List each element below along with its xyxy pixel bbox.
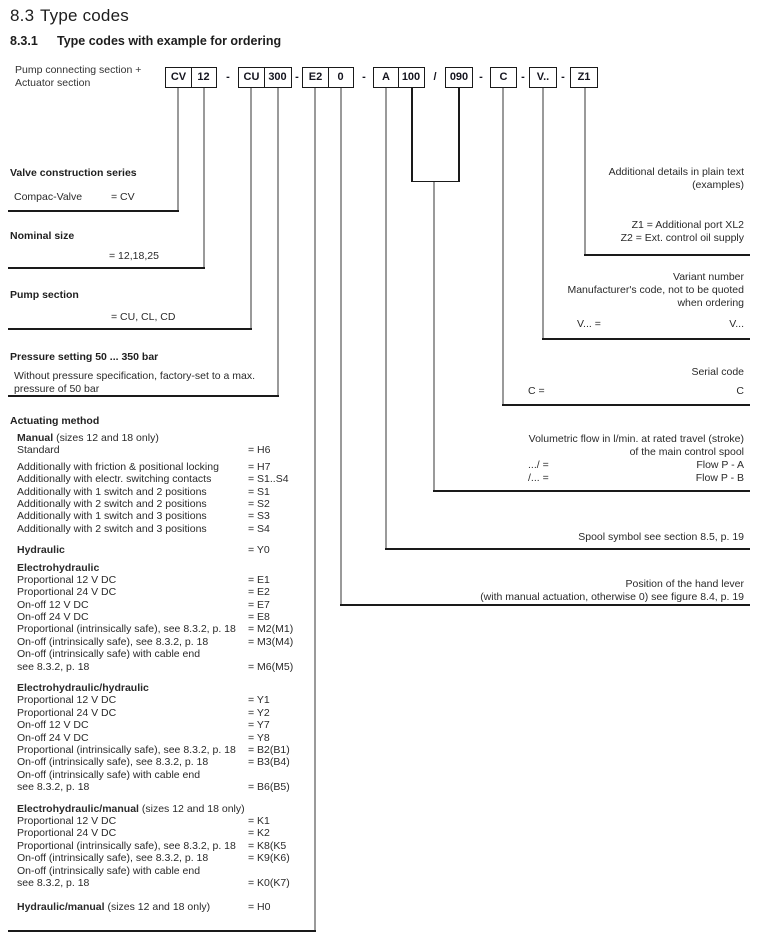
- actuating-row: [17, 781, 327, 793]
- actuating-row-code: = Y1: [248, 694, 270, 707]
- right-section-line: (with manual actuation, otherwise 0) see figure 8.4, p. 19: [480, 591, 744, 603]
- actuating-method-title: Actuating method: [10, 415, 100, 427]
- code-box-group-v..: [529, 67, 557, 88]
- code-box-z1: Z1: [570, 67, 598, 88]
- actuating-row: [17, 840, 327, 852]
- actuating-row-label: Proportional (intrinsically safe), see 8.3.2, p. 18: [17, 839, 236, 852]
- actuating-row-label: (sizes 12 and 18 only): [138, 802, 245, 815]
- actuating-row: [17, 707, 327, 719]
- right-section-line: Variant number: [672, 271, 744, 283]
- right-section-volumetric-flow-code: .../ =: [528, 459, 549, 471]
- actuating-row-label: On-off 24 V DC: [17, 611, 89, 624]
- actuating-row-label: (sizes 12 and 18 only): [104, 901, 211, 914]
- right-section-line: Additional details in plain text: [608, 166, 744, 178]
- section-underline: [8, 267, 205, 269]
- actuating-row-code: = B6(B5): [248, 781, 290, 794]
- actuating-row: [17, 769, 327, 781]
- actuating-row: [17, 865, 327, 877]
- actuating-row-label: On-off 12 V DC: [17, 719, 89, 732]
- code-box-group-090: [445, 67, 473, 88]
- actuating-row-label-bold: Hydraulic/manual: [17, 901, 105, 914]
- nominal-size-value: = 12,18,25: [109, 250, 159, 262]
- right-section-line: Position of the hand lever: [625, 578, 744, 590]
- code-box-300: 300: [264, 67, 292, 88]
- actuating-row-code: = H7: [248, 460, 271, 473]
- actuating-row: [17, 901, 327, 913]
- actuating-row-label: Proportional 24 V DC: [17, 586, 117, 599]
- code-box-group-a-100: [373, 67, 425, 88]
- right-section-serial-code-code: C =: [528, 385, 545, 397]
- connector-line-vertical: [340, 88, 342, 606]
- actuating-row: [17, 623, 327, 635]
- pressure-setting-body: [14, 370, 255, 395]
- actuating-row-label: Proportional 24 V DC: [17, 706, 117, 719]
- actuating-row: [17, 827, 327, 839]
- actuating-row: [17, 648, 327, 660]
- actuating-row-code: = K0(K7): [248, 876, 290, 889]
- actuating-row: [17, 461, 327, 473]
- actuating-row-label: On-off (intrinsically safe) with cable end: [17, 864, 201, 877]
- code-box-group-cv-12: [165, 67, 217, 88]
- actuating-row-code: = B3(B4): [248, 756, 290, 769]
- right-section-line: when ordering: [677, 297, 744, 309]
- actuating-row: [17, 586, 327, 598]
- bracket-line-vertical: [458, 88, 460, 182]
- actuating-row-code: = E1: [248, 573, 270, 586]
- actuating-row: [17, 682, 327, 694]
- page-title: [10, 6, 129, 26]
- actuating-row-label: On-off 12 V DC: [17, 598, 89, 611]
- right-section-volumetric-flow-value: Flow P - A: [696, 459, 744, 471]
- section-underline: [411, 181, 460, 183]
- connector-line-vertical: [250, 88, 252, 330]
- right-section-line: Z1 = Additional port XL2: [631, 219, 744, 231]
- pressure-setting-title: Pressure setting 50 ... 350 bar: [10, 351, 159, 363]
- actuating-row-code: = K8(K5: [248, 839, 287, 852]
- right-section-line: Volumetric flow in l/min. at rated travel (stroke): [528, 433, 744, 445]
- actuating-row-label: On-off 24 V DC: [17, 731, 89, 744]
- right-section-additional-details: [609, 166, 744, 245]
- actuating-row-label-bold: Hydraulic: [17, 544, 65, 557]
- section-underline: [385, 548, 750, 550]
- section-title: Type codes: [40, 6, 129, 25]
- nominal-size-title: Nominal size: [10, 230, 75, 242]
- connector-line-vertical: [502, 88, 504, 406]
- code-separator-dash: -: [226, 71, 230, 83]
- actuating-row-code: = B2(B1): [248, 743, 290, 756]
- right-section-spool-symbol: [578, 531, 744, 544]
- actuating-row: [17, 611, 327, 623]
- code-box-090: 090: [445, 67, 473, 88]
- right-section-volumetric-flow: [529, 433, 744, 459]
- code-box-group-c: [490, 67, 517, 88]
- right-section-line: (examples): [692, 179, 744, 191]
- code-box-group-e2-0: [302, 67, 354, 88]
- actuating-row: [17, 432, 327, 444]
- pump-connecting-label: [15, 64, 141, 89]
- actuating-row: [17, 661, 327, 673]
- subsection-title-text: Type codes with example for ordering: [57, 34, 282, 48]
- actuating-row-label-bold: Electrohydraulic: [17, 561, 100, 574]
- subsection-title: [10, 34, 281, 48]
- section-underline: [8, 930, 316, 932]
- actuating-row-code: = S2: [248, 497, 270, 510]
- actuating-row: [17, 719, 327, 731]
- code-separator-dash: -: [561, 71, 565, 83]
- actuating-row-code: = M2(M1): [248, 623, 294, 636]
- actuating-row: [17, 744, 327, 756]
- actuating-row: [17, 803, 327, 815]
- actuating-row-code: = S1..S4: [248, 473, 289, 486]
- pressure-setting-body-line2: pressure of 50 bar: [14, 382, 100, 395]
- code-box-a: A: [373, 67, 399, 88]
- right-section-variant-number: [567, 271, 744, 310]
- actuating-row-code: = E8: [248, 611, 270, 624]
- actuating-row-code: = Y7: [248, 719, 270, 732]
- code-separator-dash: -: [295, 71, 299, 83]
- code-box-group-cu-300: [238, 67, 292, 88]
- actuating-row-label: Proportional 12 V DC: [17, 694, 117, 707]
- code-separator-dash: -: [521, 71, 525, 83]
- section-underline: [433, 490, 750, 492]
- actuating-row-code: = Y0: [248, 544, 270, 557]
- actuating-method-rows: [17, 432, 327, 914]
- actuating-row-code: = H6: [248, 444, 271, 457]
- code-box-e2: E2: [302, 67, 329, 88]
- actuating-row-label: Proportional (intrinsically safe), see 8.3.2, p. 18: [17, 743, 236, 756]
- code-box-100: 100: [398, 67, 425, 88]
- subsection-number: 8.3.1: [10, 34, 38, 48]
- pump-section-title: Pump section: [10, 289, 79, 301]
- actuating-row: [17, 599, 327, 611]
- section-underline: [502, 404, 750, 406]
- actuating-row: [17, 510, 327, 522]
- right-section-serial-code: [691, 366, 744, 379]
- actuating-row: [17, 877, 327, 889]
- valve-series-value: = CV: [111, 191, 135, 203]
- section-underline: [340, 604, 750, 606]
- actuating-row-label: see 8.3.2, p. 18: [17, 660, 90, 673]
- code-separator-slash: /: [433, 71, 437, 83]
- actuating-row-label-bold: Manual: [17, 432, 54, 444]
- actuating-row-label: Additionally with 2 switch and 3 positions: [17, 522, 207, 535]
- section-underline: [8, 328, 252, 330]
- actuating-row: [17, 444, 327, 456]
- code-box-group-z1: [570, 67, 598, 88]
- actuating-row-code: = E2: [248, 586, 270, 599]
- actuating-row-code: = Y8: [248, 731, 270, 744]
- actuating-row-label: (sizes 12 and 18 only): [53, 432, 159, 444]
- actuating-row-label: see 8.3.2, p. 18: [17, 876, 90, 889]
- actuating-row-code: = E7: [248, 598, 270, 611]
- actuating-row: [17, 694, 327, 706]
- actuating-row: [17, 852, 327, 864]
- actuating-row: [17, 544, 327, 556]
- code-separator-dash: -: [479, 71, 483, 83]
- connector-line-vertical: [203, 88, 205, 269]
- actuating-row: [17, 523, 327, 535]
- actuating-row-label: Proportional 12 V DC: [17, 814, 117, 827]
- actuating-row-label: On-off (intrinsically safe) with cable end: [17, 648, 201, 661]
- actuating-row: [17, 636, 327, 648]
- actuating-row-label: Additionally with 1 switch and 3 positions: [17, 510, 207, 523]
- right-section-line: Manufacturer's code, not to be quoted: [567, 284, 744, 296]
- section-underline: [8, 395, 279, 397]
- actuating-row: [17, 498, 327, 510]
- section-underline: [584, 254, 750, 256]
- right-section-serial-code-value: C: [736, 385, 744, 397]
- actuating-row-code: = K2: [248, 827, 270, 840]
- actuating-row: [17, 756, 327, 768]
- section-number: 8.3: [10, 6, 35, 25]
- code-box-c: C: [490, 67, 517, 88]
- actuating-row-label-bold: Electrohydraulic/manual: [17, 802, 139, 815]
- actuating-row-label: On-off (intrinsically safe), see 8.3.2, p. 18: [17, 756, 209, 769]
- right-section-line: Spool symbol see section 8.5, p. 19: [578, 531, 744, 543]
- actuating-row-label: Additionally with electr. switching contacts: [17, 473, 212, 486]
- pump-connecting-label-line1: Pump connecting section +: [15, 64, 142, 76]
- section-underline: [8, 210, 179, 212]
- actuating-row-label: Additionally with friction & positional locking: [17, 460, 219, 473]
- right-section-line: Z2 = Ext. control oil supply: [620, 232, 744, 244]
- actuating-row-label-bold: Electrohydraulic/hydraulic: [17, 682, 149, 695]
- actuating-row: [17, 732, 327, 744]
- actuating-row-code: = S1: [248, 485, 270, 498]
- actuating-row-label: Proportional 24 V DC: [17, 827, 117, 840]
- actuating-row-label: see 8.3.2, p. 18: [17, 781, 90, 794]
- connector-line-vertical: [385, 88, 387, 550]
- right-section-volumetric-flow-value: Flow P - B: [695, 472, 744, 484]
- valve-series-title: Valve construction series: [10, 167, 137, 179]
- actuating-row-code: = K1: [248, 814, 270, 827]
- actuating-row-label: Proportional (intrinsically safe), see 8.3.2, p. 18: [17, 623, 236, 636]
- valve-series-label: Compac-Valve: [14, 191, 83, 203]
- actuating-row-code: = Y2: [248, 706, 270, 719]
- actuating-row-label: Additionally with 2 switch and 2 positions: [17, 497, 207, 510]
- connector-line-vertical: [433, 182, 435, 492]
- code-box-12: 12: [191, 67, 217, 88]
- code-box-cv: CV: [165, 67, 192, 88]
- right-section-variant-number-code: V... =: [577, 318, 601, 330]
- connector-line-vertical: [584, 88, 586, 256]
- code-box-v: V..: [529, 67, 557, 88]
- actuating-row-label: On-off (intrinsically safe), see 8.3.2, p. 18: [17, 635, 209, 648]
- right-section-volumetric-flow-code: /... =: [528, 472, 549, 484]
- connector-line-vertical: [177, 88, 179, 212]
- actuating-row-code: = M6(M5): [248, 660, 294, 673]
- actuating-row: [17, 562, 327, 574]
- actuating-row: [17, 574, 327, 586]
- actuating-row-label: Standard: [17, 444, 60, 457]
- pump-connecting-label-line2: Actuator section: [15, 76, 91, 89]
- actuating-row: [17, 815, 327, 827]
- actuating-row: [17, 473, 327, 485]
- actuating-row-code: = S3: [248, 510, 270, 523]
- actuating-row-code: = K9(K6): [248, 852, 290, 865]
- code-box-cu: CU: [238, 67, 265, 88]
- actuating-row: [17, 486, 327, 498]
- pump-section-value: = CU, CL, CD: [111, 311, 176, 323]
- actuating-row-code: = H0: [248, 901, 271, 914]
- connector-line-vertical: [277, 88, 279, 397]
- bracket-line-vertical: [411, 88, 413, 182]
- actuating-row-label: Additionally with 1 switch and 2 positions: [17, 485, 207, 498]
- actuating-row-label: Proportional 12 V DC: [17, 573, 117, 586]
- right-section-line: Serial code: [691, 366, 744, 378]
- right-section-line: of the main control spool: [629, 446, 744, 458]
- code-box-0: 0: [328, 67, 354, 88]
- right-section-hand-lever: [480, 578, 744, 604]
- section-underline: [542, 338, 750, 340]
- actuating-row-code: = S4: [248, 522, 270, 535]
- actuating-row-label: On-off (intrinsically safe), see 8.3.2, p. 18: [17, 852, 209, 865]
- right-section-variant-number-value: V...: [729, 318, 744, 330]
- actuating-row-label: On-off (intrinsically safe) with cable end: [17, 768, 201, 781]
- pressure-setting-body-line1: Without pressure specification, factory-set to a max.: [14, 370, 256, 382]
- code-separator-dash: -: [362, 71, 366, 83]
- actuating-row-code: = M3(M4): [248, 635, 294, 648]
- connector-line-vertical: [542, 88, 544, 340]
